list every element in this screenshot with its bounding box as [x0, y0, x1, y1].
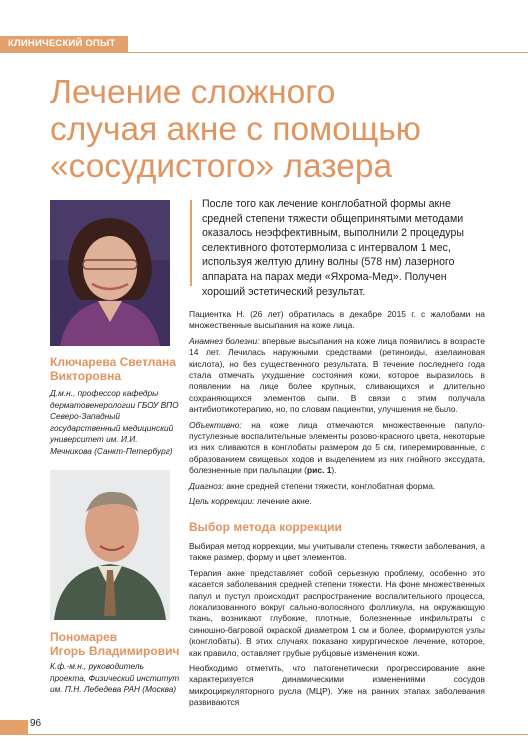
- section-tag: КЛИНИЧЕСКИЙ ОПЫТ: [0, 36, 128, 52]
- paragraph: Выбирая метод коррекции, мы учитывали степень тяжести заболевания, а также размер, форму и цвет элементов.: [189, 541, 485, 563]
- paragraph: [189, 336, 485, 416]
- lead-text: [202, 197, 462, 299]
- title-line: Лечение сложного: [50, 74, 336, 111]
- page-rule: [0, 734, 528, 735]
- paragraph-text: акне средней степени тяжести, конглобатная форма.: [224, 480, 436, 491]
- paragraph-text: ).: [331, 465, 337, 476]
- lead-line: хороший эстетический результат.: [202, 285, 366, 298]
- paragraph: Необходимо отметить, что патогенетически прогрессирование акне характеризуется динамическими изменениями сосудов микроциркуляторного русла (МЦР). Уже на ранних этапах заболевания развиваются: [189, 663, 485, 708]
- paragraph: Пациентка Н. (26 лет) обратилась в декабре 2015 г. с жалобами на множественные высыпания на коже лица.: [189, 309, 485, 331]
- author2-name-line2: Игорь Владимирович: [50, 644, 180, 658]
- author1-desc: Д.м.н., профессор кафедры дерматовенерологии ГБОУ ВПО Северо-Западный государственный медицинский университет им. И.И. Мечникова (Санкт-Петербург): [50, 388, 179, 456]
- paragraph: [189, 420, 485, 477]
- page-number: 96: [30, 718, 42, 729]
- paragraph: [189, 481, 485, 492]
- section-rule: [0, 52, 528, 53]
- author2-name: [50, 630, 190, 658]
- body-upper: [189, 309, 485, 512]
- paragraph: [189, 496, 485, 507]
- author-photo-klyuchareva: [50, 200, 170, 346]
- author2-desc: К.ф.-м.н., руководитель проекта, Физический институт им. П.Н. Лебедева РАН (Москва): [50, 661, 180, 694]
- lead-line: средней степени тяжести общепринятыми методами: [202, 212, 464, 225]
- author1-name-line2: Викторовна: [50, 369, 122, 383]
- paragraph-label: Диагноз:: [189, 480, 224, 491]
- figure-reference: рис. 1: [306, 465, 332, 476]
- lead-line: оказалось неэффективным, выполнили 2 процедуры: [202, 227, 464, 240]
- author1-name-line1: Ключарева Светлана: [50, 355, 176, 369]
- author1-name: [50, 355, 180, 383]
- author2-name-line1: Пономарев: [50, 630, 118, 644]
- article-title: [50, 74, 480, 185]
- section-heading: Выбор метода коррекции: [189, 520, 342, 534]
- author-photo-ponomarev: [50, 470, 170, 620]
- page-number-tab: [0, 720, 28, 734]
- title-line: «сосудистого» лазера: [50, 148, 393, 185]
- paragraph-label: Анамнез болезни:: [189, 335, 260, 346]
- lead-line: После того как лечение конглобатной формы акне: [202, 198, 451, 210]
- paragraph-text: лечение акне.: [254, 496, 312, 507]
- paragraph: Терапия акне представляет собой серьезную проблему, особенно это касается заболевания средней степени тяжести. На фоне множественных папул и пустул происходит распространение воспалительного процесса, локализованного вокруг сально-волосяного фолликула, на окружающую ткань, возникают глубокие, плотные, болезненные инфильтраты с синюшно-багровой окраской диаметром 1 см и более, формируются узлы (конглобаты). В этих случаях показано хирургическое лечение, которое, как правило, оставляет грубые рубцовые изменения кожи.: [189, 567, 485, 658]
- lead-line: используя желтую длину волны (578 нм) лазерного: [202, 256, 455, 269]
- lead-bar: [190, 200, 192, 286]
- paragraph-label: Объективно:: [189, 419, 242, 430]
- body-lower: [189, 541, 485, 713]
- paragraph-label: Цель коррекции:: [189, 496, 255, 507]
- paragraph-text: впервые высыпания на коже лица появились в возрасте 14 лет. Лечилась наружными средствами (ретиноиды, азелаиновая кислота), но без существенного результата. В течение последнего года стала отмечать ухудшение состояния кожи, которое выразилось в появлении на лице более крупных, сливающихся и длительно сохраняющихся элементов сыпи. В связи с этим получала антибиотикотерапию, но, по словам пациентки, улучшения не было.: [189, 335, 485, 415]
- lead-line: селективного фототермолиза с интервалом 1 мес,: [202, 241, 451, 254]
- lead-line: аппарата на парах меди «Яхрома-Мед». Получен: [202, 270, 447, 283]
- paragraph-text: на коже лица отмечаются множественные папуло-пустулезные воспалительные элементы розово-красного цвета, некоторые из них сливаются в конглобаты размером до 5 см, гиперемированные, с образованием свищевых ходов и выделением из них гнойного экссудата, болезненные при пальпации (: [189, 419, 485, 476]
- title-line: случая акне с помощью: [50, 111, 421, 148]
